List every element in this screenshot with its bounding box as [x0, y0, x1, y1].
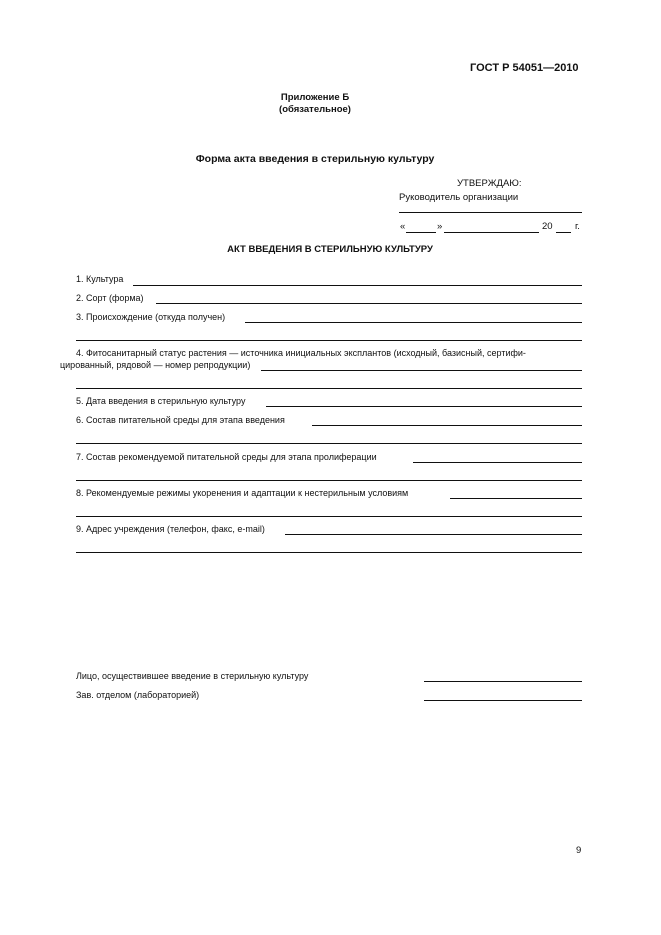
- signature-person-label: Лицо, осуществившее введение в стерильную культуру: [76, 671, 309, 681]
- standard-number: ГОСТ Р 54051—2010: [470, 62, 579, 74]
- field-rooting-line-2[interactable]: [76, 516, 582, 517]
- field-phyto-status-label-cont: цированный, рядовой — номер репродукции): [60, 360, 251, 370]
- date-close-quote: »: [437, 221, 443, 232]
- signature-head-label: Зав. отделом (лабораторией): [76, 690, 200, 700]
- field-origin-line-2[interactable]: [76, 340, 582, 341]
- appendix-title: Приложение Б: [280, 92, 350, 103]
- approve-label: УТВЕРЖДАЮ:: [457, 178, 522, 189]
- field-intro-date-line[interactable]: [266, 406, 582, 407]
- approver-role: Руководитель организации: [399, 192, 519, 203]
- field-address-line-2[interactable]: [76, 552, 582, 553]
- field-rooting-label: 8. Рекомендуемые режимы укоренения и адаптации к нестерильным условиям: [76, 488, 409, 498]
- field-origin-label: 3. Происхождение (откуда получен): [76, 312, 226, 322]
- date-month-line: [444, 232, 539, 233]
- field-medium-label: 6. Состав питательной среды для этапа введения: [76, 415, 285, 425]
- signature-person-line[interactable]: [424, 681, 582, 682]
- field-origin-line[interactable]: [245, 322, 582, 323]
- date-year-suffix: г.: [575, 221, 580, 232]
- field-rooting-line[interactable]: [450, 498, 582, 499]
- field-address-line[interactable]: [285, 534, 582, 535]
- field-address-label: 9. Адрес учреждения (телефон, факс, e-mail): [76, 524, 265, 534]
- field-intro-date-label: 5. Дата введения в стерильную культуру: [76, 396, 246, 406]
- date-open-quote: «: [400, 221, 406, 232]
- field-proliferation-medium-label: 7. Состав рекомендуемой питательной среды для этапа пролиферации: [76, 452, 377, 462]
- act-title: АКТ ВВЕДЕНИЯ В СТЕРИЛЬНУЮ КУЛЬТУРУ: [227, 244, 433, 255]
- field-phyto-status-line[interactable]: [261, 370, 582, 371]
- date-year-prefix: 20: [542, 221, 553, 232]
- field-culture-line[interactable]: [133, 285, 582, 286]
- appendix-subtitle: (обязательное): [279, 104, 351, 115]
- field-variety-line[interactable]: [156, 303, 582, 304]
- field-variety-label: 2. Сорт (форма): [76, 293, 144, 303]
- date-year-line: [556, 232, 571, 233]
- field-proliferation-medium-line[interactable]: [413, 462, 582, 463]
- page-number: 9: [576, 845, 582, 856]
- signature-head-line[interactable]: [424, 700, 582, 701]
- field-phyto-status-label: 4. Фитосанитарный статус растения — источника инициальных эксплантов (исходный, базисный, сертифи-: [76, 348, 526, 358]
- approver-signature-line: [399, 212, 582, 213]
- field-proliferation-medium-line-2[interactable]: [76, 480, 582, 481]
- date-day-line: [406, 232, 436, 233]
- field-phyto-status-line-2[interactable]: [76, 388, 582, 389]
- field-medium-line-2[interactable]: [76, 443, 582, 444]
- field-culture-label: 1. Культура: [76, 274, 124, 284]
- field-medium-line[interactable]: [312, 425, 582, 426]
- form-title: Форма акта введения в стерильную культуру: [195, 153, 435, 165]
